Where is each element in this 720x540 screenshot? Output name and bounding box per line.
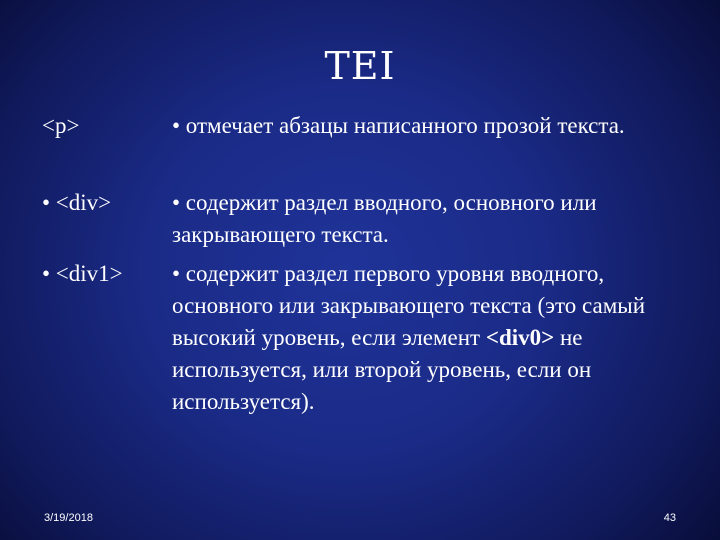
term-p: <p> (42, 113, 80, 138)
description-p: • отмечает абзацы написанного прозой текста. (172, 113, 625, 138)
description-div1-text-before: • содержит раздел первого уровня вводного, основного или закрывающего текста (это самый высокий уровень, если элемент (172, 261, 646, 350)
description-div1-code: <div0> (485, 325, 555, 350)
footer-page-number: 43 (663, 512, 676, 524)
footer-date: 3/19/2018 (44, 512, 93, 524)
description-div1 (172, 258, 672, 418)
description-div: • содержит раздел вводного, основного или закрывающего текста. (172, 190, 597, 247)
term-div: • <div> (42, 190, 112, 215)
description-div1-text-after: не используется, или второй уровень, если он используется). (172, 325, 592, 414)
slide-title (0, 44, 720, 88)
slide-title-text: TEI (324, 44, 396, 88)
term-div1: • <div1> (42, 261, 123, 286)
